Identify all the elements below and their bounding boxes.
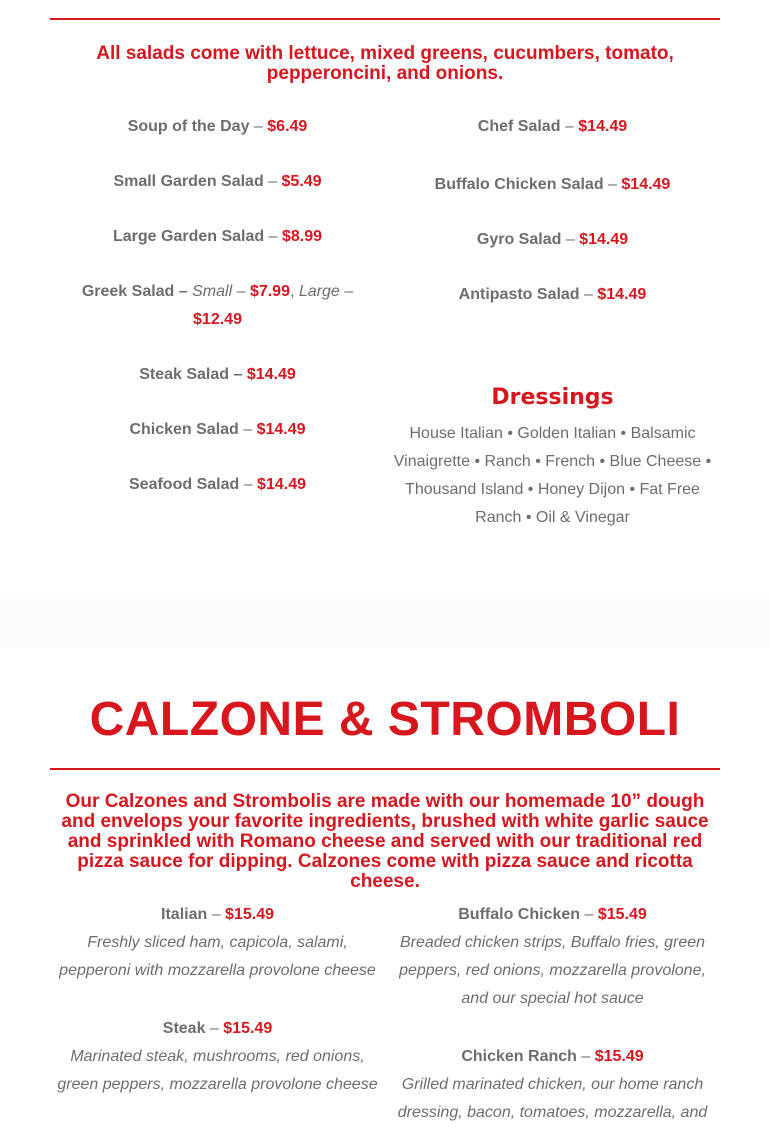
menu-item-soup (50, 113, 385, 141)
item-price: $5.49 (281, 173, 322, 190)
item-price: $15.49 (597, 906, 647, 923)
item-price: $14.49 (246, 366, 296, 383)
item-price: $14.49 (597, 286, 647, 303)
menu-item-steak-salad (50, 361, 385, 389)
item-dash: – (249, 118, 268, 135)
item-price: $14.49 (621, 176, 671, 193)
item-price: $6.49 (267, 118, 308, 135)
item-dash: – (576, 1048, 595, 1065)
item-dash: – (264, 228, 282, 245)
section-separator (0, 598, 770, 648)
item-name: Large Garden Salad (112, 228, 265, 245)
item-description: Grilled marinated chicken, our home ranch dressing, bacon, tomatoes, mozzarella, and (397, 1076, 708, 1121)
item-dash: – (561, 231, 580, 248)
menu-item-chicken-ranch (385, 1043, 720, 1071)
dressings-heading: Dressings (491, 385, 614, 410)
menu-item-small-garden-salad (50, 168, 385, 196)
top-divider (50, 18, 720, 20)
large-price: $12.49 (193, 311, 242, 328)
menu-item-steak (50, 1015, 385, 1043)
menu-item-italian (50, 901, 385, 929)
item-name: Chicken Ranch (461, 1048, 577, 1065)
size-large-label: Large (298, 283, 340, 300)
item-name: Greek Salad – (81, 283, 188, 300)
calzone-intro: Our Calzones and Strombolis are made with our homemade 10” dough and envelops your favorite ingredients, brushed with white garlic sauce and sprinkled with Romano cheese and served with our traditional red pizza sauce for dipping. Calzones come with pizza sauce and ricotta cheese. (61, 791, 709, 892)
item-description: Marinated steak, mushrooms, red onions, green peppers, mozzarella provolone cheese (57, 1048, 378, 1093)
item-dash: – (339, 283, 354, 300)
menu-item-chicken-salad (50, 416, 385, 444)
menu-item-seafood-salad (50, 471, 385, 499)
item-dash: – (207, 906, 226, 923)
item-comma: , (289, 283, 295, 300)
item-name: Seafood Salad (129, 476, 240, 493)
section-title-calzone: CALZONE & STROMBOLI (89, 693, 681, 746)
item-price: $8.99 (281, 228, 322, 245)
item-price: $14.49 (578, 118, 628, 135)
menu-item-greek-salad (80, 278, 355, 334)
item-name: Buffalo Chicken (458, 906, 581, 923)
item-dash: – (238, 421, 257, 438)
item-dash: – (263, 173, 282, 190)
item-dash: – (205, 1020, 224, 1037)
menu-item-buffalo-chicken (385, 901, 720, 929)
item-dash: – (239, 476, 258, 493)
item-description: Breaded chicken strips, Buffalo fries, green peppers, red onions, mozzarella provolone, and our special hot sauce (399, 934, 706, 1007)
item-dash: – (232, 283, 250, 300)
item-name: Buffalo Chicken Salad (434, 176, 604, 193)
item-dash: – (603, 176, 622, 193)
item-dash: – (560, 118, 579, 135)
menu-item-antipasto-salad (385, 281, 720, 309)
item-price: $14.49 (257, 476, 306, 493)
item-name: Gyro Salad (476, 231, 562, 248)
item-name: Steak Salad – (139, 366, 243, 383)
size-small-label: Small (192, 283, 233, 300)
item-name: Italian (161, 906, 208, 923)
menu-item-large-garden-salad (50, 223, 385, 251)
item-price: $14.49 (579, 231, 629, 248)
item-dash: – (579, 286, 598, 303)
item-price: $15.49 (223, 1020, 273, 1037)
salads-intro: All salads come with lettuce, mixed greens, cucumbers, tomato, pepperoncini, and onions. (96, 43, 674, 84)
item-price: $15.49 (594, 1048, 644, 1065)
item-name: Steak (162, 1020, 206, 1037)
item-price: $14.49 (256, 421, 306, 438)
menu-item-gyro-salad (385, 226, 720, 254)
item-name: Small Garden Salad (113, 173, 264, 190)
item-name: Soup of the Day (127, 118, 250, 135)
small-price: $7.99 (249, 283, 290, 300)
menu-item-buffalo-chicken-salad (385, 171, 720, 199)
item-dash: – (580, 906, 598, 923)
item-description: Freshly sliced ham, capicola, salami, pepperoni with mozzarella provolone cheese (59, 934, 376, 979)
item-name: Antipasto Salad (458, 286, 580, 303)
menu-item-chef-salad (385, 113, 720, 141)
item-name: Chef Salad (477, 118, 561, 135)
calzone-divider (50, 768, 720, 770)
dressings-list: House Italian • Golden Italian • Balsamic Vinaigrette • Ranch • French • Blue Cheese • Thousand Island • Honey Dijon • Fat Free Ranch • Oil & Vinegar (393, 425, 712, 526)
item-name: Chicken Salad (129, 421, 239, 438)
item-price: $15.49 (225, 906, 274, 923)
